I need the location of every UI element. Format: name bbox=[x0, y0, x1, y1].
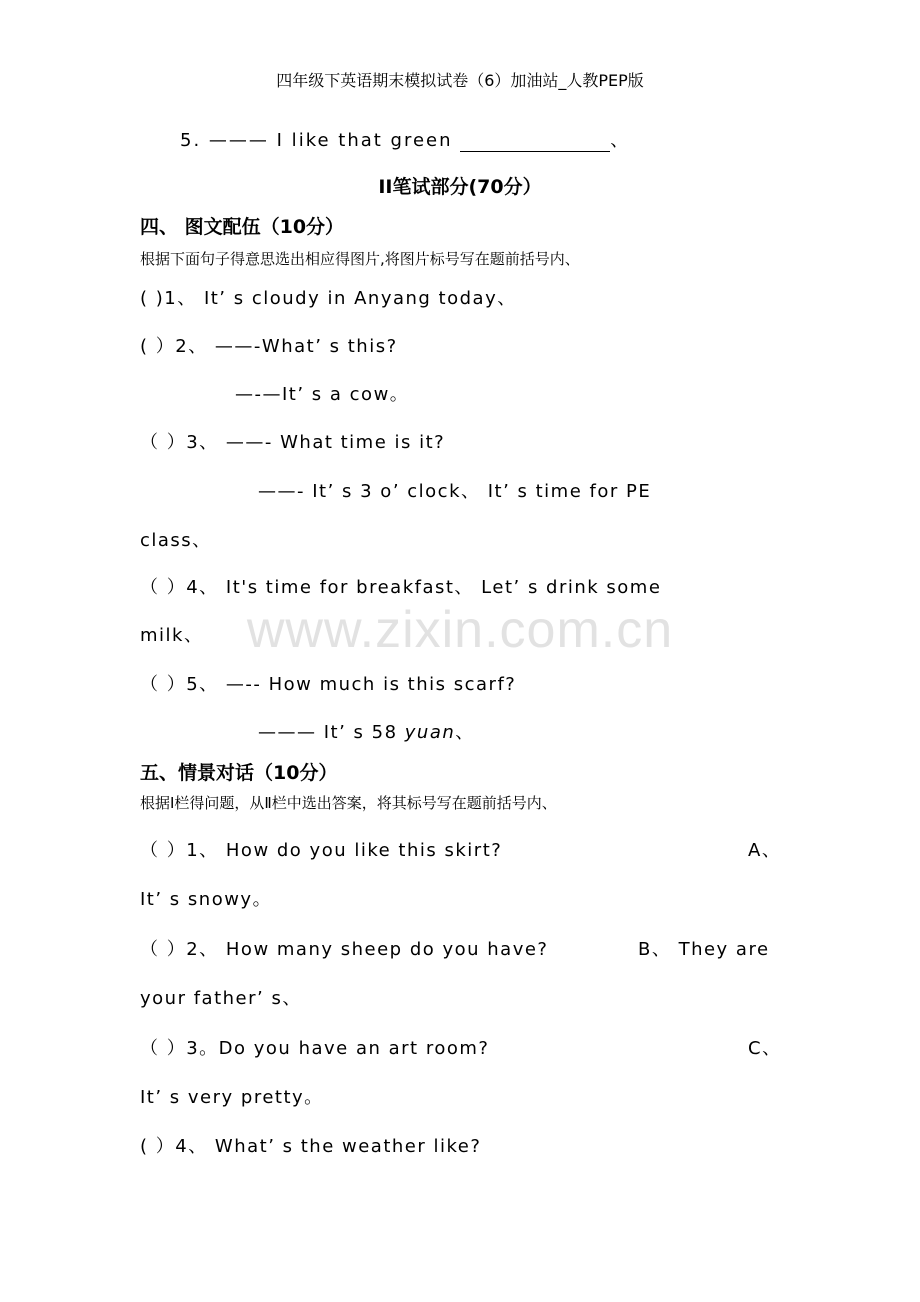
part2-title: II笔试部分(70分） bbox=[378, 176, 542, 198]
section4-instruction: 根据下面句子得意思选出相应得图片,将图片标号写在题前括号内、 bbox=[140, 250, 580, 268]
s4-item-2-answer: —-—It’ s a cow。 bbox=[235, 384, 410, 405]
s4-item-1: ( )1、 It’ s cloudy in Anyang today、 bbox=[140, 288, 517, 309]
q5-text: I like that green bbox=[276, 130, 453, 151]
section4-title: 四、 图文配伍（10分） bbox=[140, 216, 345, 238]
s5-option-c: C、 bbox=[748, 1038, 782, 1059]
s5-item-2: （ ）2、 How many sheep do you have? bbox=[140, 939, 549, 960]
s5-option-a-text: It’ s snowy。 bbox=[140, 889, 273, 910]
s5-item-3: （ ）3。Do you have an art room? bbox=[140, 1038, 490, 1059]
s4-item-4: （ ）4、 It's time for breakfast、 Let’ s drink some bbox=[140, 577, 662, 598]
s4-item-5-suffix: 、 bbox=[455, 722, 475, 743]
s5-item-1: （ ）1、 How do you like this skirt? bbox=[140, 840, 503, 861]
s5-option-b: B、 They are bbox=[638, 939, 770, 960]
watermark: www.zixin.com.cn bbox=[246, 601, 674, 659]
section5-title: 五、情景对话（10分） bbox=[140, 762, 338, 784]
s4-item-3-answer: ——- It’ s 3 o’ clock、 It’ s time for PE bbox=[258, 481, 652, 502]
page-header: 四年级下英语期末模拟试卷（6）加油站_人教PEP版 bbox=[276, 71, 644, 90]
s4-item-5-answer bbox=[258, 718, 475, 744]
s4-item-3-cont: class、 bbox=[140, 530, 212, 551]
s4-item-3: （ ）3、 ——- What time is it? bbox=[140, 432, 446, 453]
s4-item-5-currency: yuan bbox=[404, 722, 456, 743]
s5-option-a: A、 bbox=[748, 840, 782, 861]
s5-item-4: ( ）4、 What’ s the weather like? bbox=[140, 1136, 482, 1157]
q5-dash: ——— bbox=[208, 130, 269, 151]
q5-end: 、 bbox=[610, 130, 631, 151]
s4-item-2: ( ）2、 ——-What’ s this? bbox=[140, 336, 398, 357]
s4-item-5: （ ）5、 —-- How much is this scarf? bbox=[140, 674, 517, 695]
answer-blank[interactable] bbox=[460, 133, 610, 152]
q5-number: 5. bbox=[180, 130, 202, 151]
s5-option-b-cont: your father’ s、 bbox=[140, 988, 302, 1009]
s4-item-4-cont: milk、 bbox=[140, 625, 204, 646]
listening-question-5 bbox=[180, 126, 630, 152]
section5-instruction: 根据Ⅰ栏得问题，从Ⅱ栏中选出答案，将其标号写在题前括号内、 bbox=[140, 794, 557, 812]
s4-item-5-prefix: ——— It’ s 58 bbox=[258, 722, 405, 743]
s5-option-c-text: It’ s very pretty。 bbox=[140, 1087, 324, 1108]
